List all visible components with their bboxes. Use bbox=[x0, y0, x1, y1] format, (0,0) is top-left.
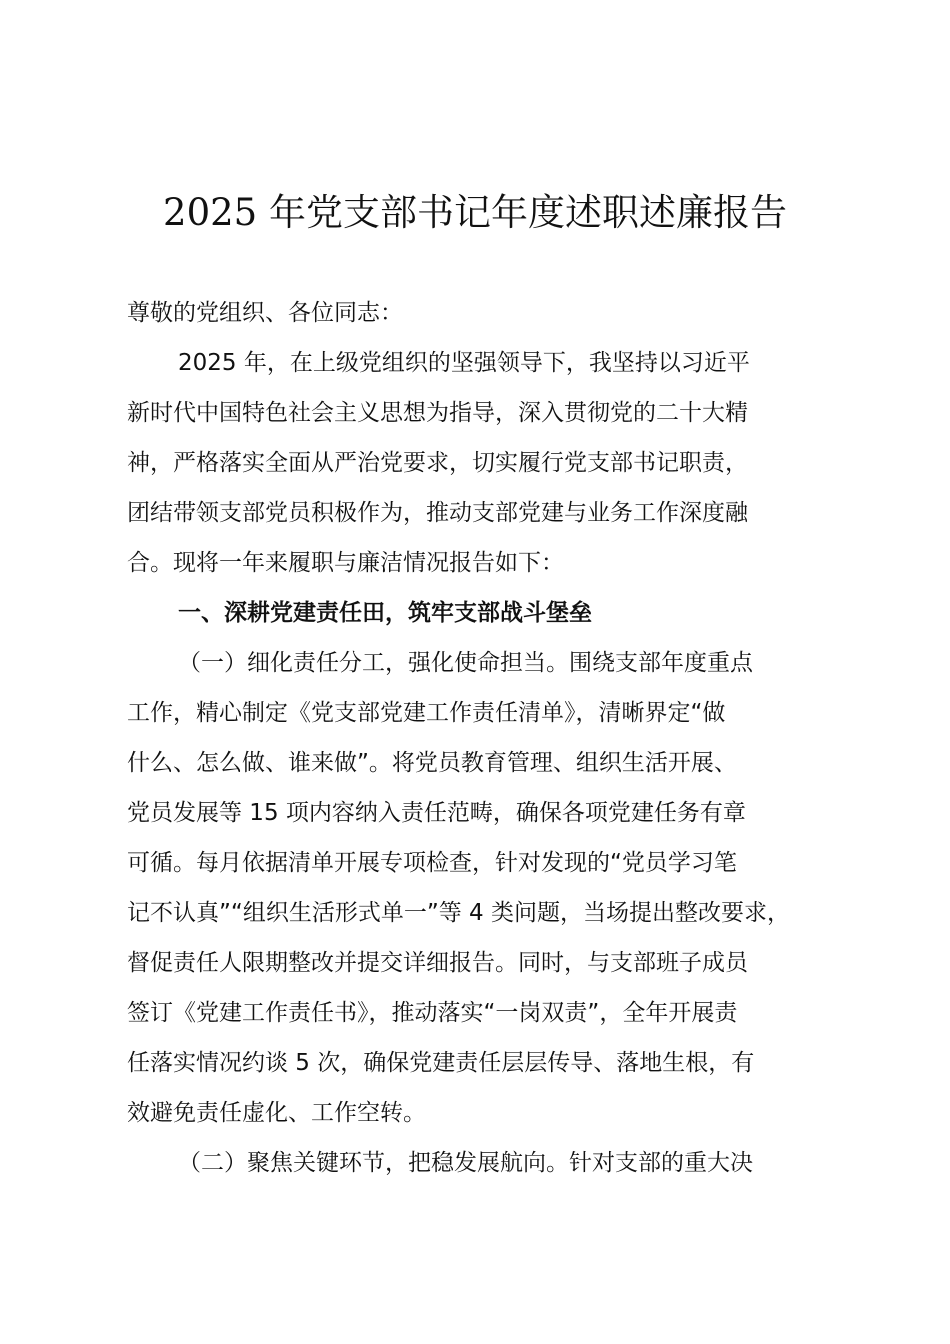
paragraph-line: 党员发展等 15 项内容纳入责任范畴，确保各项党建任务有章 bbox=[127, 800, 746, 826]
paragraph-line: 签订《党建工作责任书》，推动落实“一岗双责”，全年开展责 bbox=[127, 1000, 738, 1026]
paragraph-line: （一）细化责任分工，强化使命担当。围绕支部年度重点 bbox=[178, 650, 753, 676]
paragraph-line: 督促责任人限期整改并提交详细报告。同时，与支部班子成员 bbox=[127, 950, 748, 976]
intro-line: 神，严格落实全面从严治党要求，切实履行党支部书记职责， bbox=[127, 450, 748, 476]
section-heading: 一、深耕党建责任田，筑牢支部战斗堡垒 bbox=[178, 600, 592, 626]
intro-line: 团结带领支部党员积极作为，推动支部党建与业务工作深度融 bbox=[127, 500, 748, 526]
intro-line: 合。现将一年来履职与廉洁情况报告如下： bbox=[127, 550, 564, 576]
paragraph-line: 可循。每月依据清单开展专项检查，针对发现的“党员学习笔 bbox=[127, 850, 737, 876]
intro-line: 新时代中国特色社会主义思想为指导，深入贯彻党的二十大精 bbox=[127, 400, 748, 426]
paragraph-line: 效避免责任虚化、工作空转。 bbox=[127, 1100, 426, 1126]
intro-line: 2025 年，在上级党组织的坚强领导下，我坚持以习近平 bbox=[178, 350, 750, 376]
paragraph-line: （二）聚焦关键环节，把稳发展航向。针对支部的重大决 bbox=[178, 1150, 753, 1176]
salutation: 尊敬的党组织、各位同志： bbox=[127, 300, 403, 326]
paragraph-line: 什么、怎么做、谁来做”。将党员教育管理、组织生活开展、 bbox=[127, 750, 737, 776]
paragraph-line: 工作，精心制定《党支部党建工作责任清单》，清晰界定“做 bbox=[127, 700, 726, 726]
paragraph-line: 记不认真”“组织生活形式单一”等 4 类问题，当场提出整改要求， bbox=[127, 900, 791, 926]
paragraph-line: 任落实情况约谈 5 次，确保党建责任层层传导、落地生根，有 bbox=[127, 1050, 755, 1076]
document-title: 2025 年党支部书记年度述职述廉报告 bbox=[163, 191, 787, 234]
